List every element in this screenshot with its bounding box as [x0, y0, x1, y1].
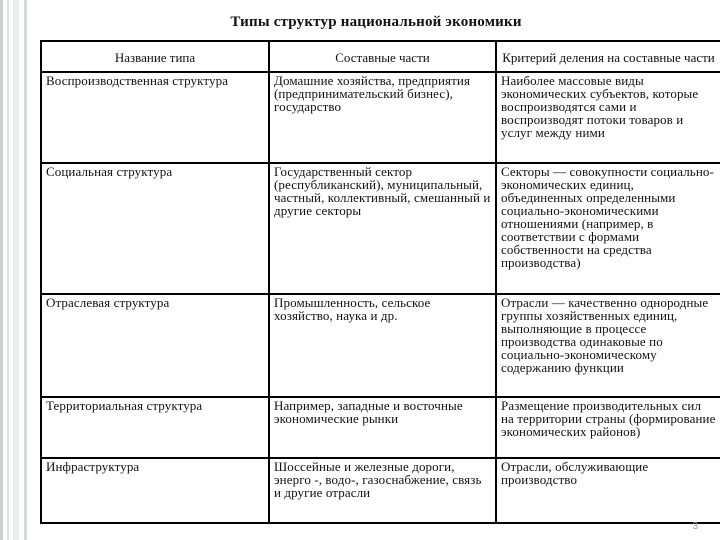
type-name-cell: Инфраструктура: [41, 458, 269, 523]
criterion-cell: Наиболее массовые виды экономических субъектов, которые воспроизводятся сами и воспроизводят потоки товаров и услуг между ними: [496, 72, 720, 163]
header-components: Составные части: [269, 41, 496, 72]
document-sheet: [40, 10, 716, 520]
table-row: [41, 294, 720, 397]
criterion-cell: Отрасли — качественно однородные группы хозяйственных единиц, выполняющие в процессе производства одинаковые по социально-экономическому содержанию функции: [496, 294, 720, 397]
page-title: Типы структур национальной экономики: [230, 14, 522, 30]
header-criterion: Критерий деления на составные части: [496, 41, 720, 72]
type-name-cell: Территориальная структура: [41, 397, 269, 458]
type-name-cell: Отраслевая структура: [41, 294, 269, 397]
components-cell: Шоссейные и железные дороги, энерго -, водо-, газоснабжение, связь и другие отрасли: [269, 458, 496, 523]
criterion-cell: Секторы — совокупности социально-экономических единиц, объединенных определенными социально-экономическими отношениями (например, в соответствии с формами собственности на средства производства): [496, 163, 720, 294]
criterion-cell: Отрасли, обслуживающие производство: [496, 458, 720, 523]
components-cell: Например, западные и восточные экономические рынки: [269, 397, 496, 458]
table-header-row: [41, 41, 720, 72]
type-name-cell: Социальная структура: [41, 163, 269, 294]
structure-types-table: [40, 40, 720, 524]
type-name-cell: Воспроизводственная структура: [41, 72, 269, 163]
components-cell: Промышленность, сельское хозяйство, наука и др.: [269, 294, 496, 397]
table-row: [41, 458, 720, 523]
table-row: [41, 163, 720, 294]
table-row: [41, 397, 720, 458]
components-cell: Домашние хозяйства, предприятия (предпринимательский бизнес), государство: [269, 72, 496, 163]
components-cell: Государственный сектор (республиканский), муниципальный, частный, коллективный, смешанный и другие секторы: [269, 163, 496, 294]
page-number: 3: [692, 521, 698, 532]
decorative-side-stripe: [0, 0, 34, 540]
criterion-cell: Размещение производительных сил на территории страны (формирование экономических районов): [496, 397, 720, 458]
table-row: [41, 72, 720, 163]
header-type-name: Название типа: [41, 41, 269, 72]
